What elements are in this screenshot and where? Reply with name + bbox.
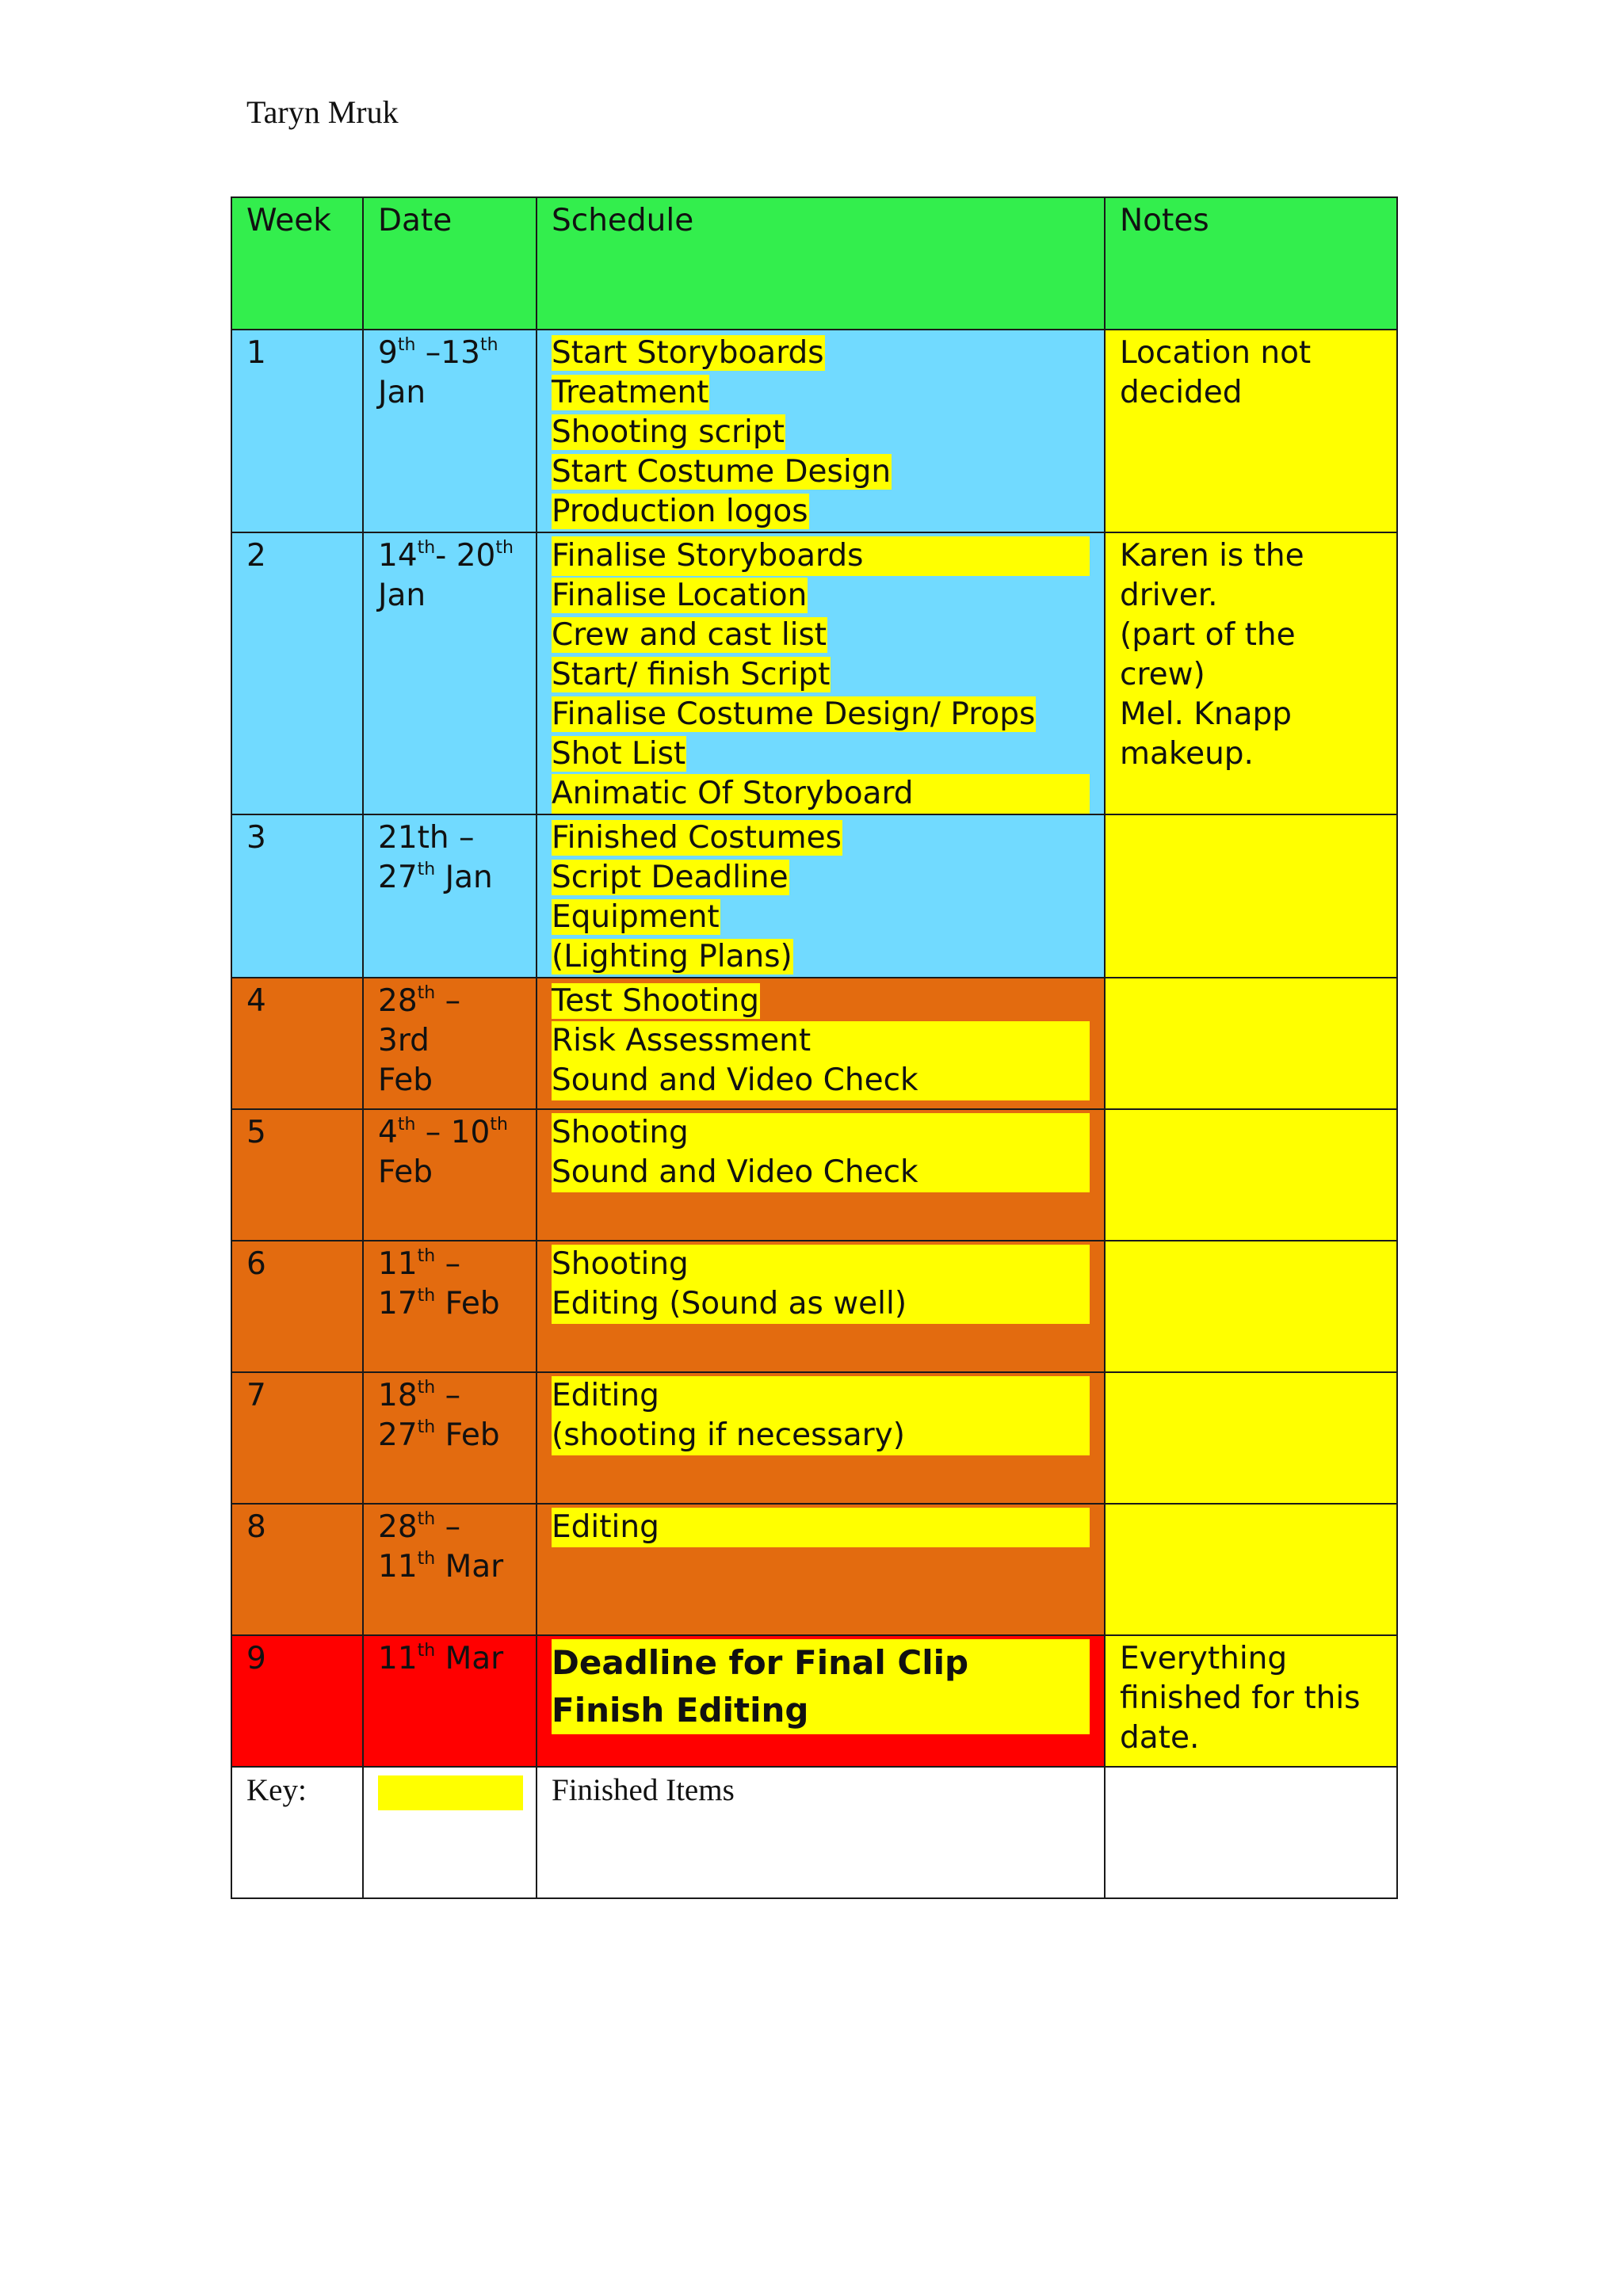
note-line: Everything [1120, 1641, 1288, 1676]
schedule-item: Shooting [552, 1113, 1090, 1153]
date-text: Mar [435, 1641, 504, 1676]
key-swatch-cell [363, 1767, 537, 1898]
date-sup: th [490, 1115, 508, 1135]
schedule-item: Finish Editing [552, 1687, 1090, 1734]
date-text: – [435, 1509, 461, 1545]
schedule-item: Shot List [552, 736, 686, 772]
date-text: Mar [435, 1549, 504, 1585]
date-sup: th [417, 538, 436, 558]
schedule-item: Sound and Video Check [552, 1061, 1090, 1100]
notes-cell [1105, 1109, 1397, 1241]
schedule-cell [537, 330, 1105, 532]
date-text: Feb [435, 1417, 500, 1453]
date-cell [363, 1109, 537, 1241]
table-row [231, 978, 1397, 1109]
week-cell: 9 [231, 1635, 363, 1767]
header-week: Week [231, 197, 363, 330]
schedule-item: Editing [552, 1508, 1090, 1547]
schedule-cell [537, 532, 1105, 814]
date-sup: th [417, 1641, 436, 1661]
schedule-item: Editing (Sound as well) [552, 1284, 1090, 1324]
table-row [231, 1241, 1397, 1372]
header-row [231, 197, 1397, 330]
date-text: – [435, 1378, 461, 1413]
date-text: 28 [378, 983, 418, 1019]
key-empty-cell [1105, 1767, 1397, 1898]
date-cell [363, 330, 537, 532]
schedule-item: Test Shooting [552, 983, 759, 1019]
date-sup: th [417, 1286, 436, 1306]
note-line: Location not [1120, 335, 1312, 371]
week-cell: 6 [231, 1241, 363, 1372]
date-text: 27 [378, 860, 418, 895]
notes-cell [1105, 814, 1397, 978]
date-text: – [435, 1246, 461, 1282]
schedule-item: Start/ finish Script [552, 657, 831, 692]
table-row [231, 1372, 1397, 1504]
schedule-cell [537, 1372, 1105, 1504]
date-sup: th [417, 1378, 436, 1398]
schedule-item: Finalise Location [552, 578, 808, 613]
table-row [231, 330, 1397, 532]
schedule-item: Animatic Of Storyboard [552, 774, 1090, 814]
schedule-item: (Lighting Plans) [552, 939, 792, 974]
notes-cell [1105, 978, 1397, 1109]
date-sup: th [479, 335, 498, 355]
date-text: – 3rd [378, 983, 461, 1058]
date-text: 28 [378, 1509, 418, 1545]
date-text: 18 [378, 1378, 418, 1413]
author-name: Taryn Mruk [246, 94, 399, 130]
week-cell: 2 [231, 532, 363, 814]
date-text: Feb [435, 1286, 500, 1322]
date-text: 9 [378, 335, 398, 371]
notes-cell [1105, 1372, 1397, 1504]
schedule-item: Production logos [552, 494, 808, 529]
date-text: - 20 [435, 538, 496, 574]
yellow-swatch [378, 1775, 523, 1810]
date-text: 27 [378, 1417, 418, 1453]
schedule-item: Finalise Storyboards [552, 536, 1090, 576]
schedule-item: Finalise Costume Design/ Props [552, 696, 1036, 732]
week-cell: 4 [231, 978, 363, 1109]
schedule-table [231, 196, 1398, 1899]
schedule-cell [537, 1635, 1105, 1767]
week-cell: 7 [231, 1372, 363, 1504]
note-line: decided [1120, 375, 1243, 410]
table-row [231, 814, 1397, 978]
schedule-item: (shooting if necessary) [552, 1416, 1090, 1455]
date-sup: th [397, 335, 416, 355]
note-line: date. [1120, 1720, 1200, 1756]
date-cell [363, 1372, 537, 1504]
schedule-item: Treatment [552, 375, 709, 410]
table-row [231, 1109, 1397, 1241]
header-notes: Notes [1105, 197, 1397, 330]
header-date: Date [363, 197, 537, 330]
date-cell [363, 1241, 537, 1372]
date-text: 11 [378, 1246, 418, 1282]
schedule-item: Shooting script [552, 414, 785, 450]
date-cell [363, 1504, 537, 1635]
notes-cell [1105, 532, 1397, 814]
date-text: 21th – [378, 820, 475, 856]
date-sup: th [417, 1509, 436, 1529]
header-schedule: Schedule [537, 197, 1105, 330]
date-text: 11 [378, 1549, 418, 1585]
note-line: Karen is the [1120, 538, 1304, 574]
key-label: Key: [231, 1767, 363, 1898]
note-line: (part of the crew) [1120, 617, 1296, 692]
date-text: Jan [378, 578, 426, 613]
date-text: 14 [378, 538, 418, 574]
date-text: –13 [415, 335, 480, 371]
week-cell: 3 [231, 814, 363, 978]
date-sup: th [397, 1115, 416, 1135]
date-text: 4 [378, 1115, 398, 1150]
schedule-item: Finished Costumes [552, 820, 842, 856]
notes-cell [1105, 1504, 1397, 1635]
schedule-cell [537, 1109, 1105, 1241]
week-cell: 1 [231, 330, 363, 532]
table-row [231, 1635, 1397, 1767]
notes-cell [1105, 1241, 1397, 1372]
schedule-cell [537, 814, 1105, 978]
schedule-item: Start Storyboards [552, 335, 824, 371]
key-meaning: Finished Items [537, 1767, 1105, 1898]
schedule-cell [537, 1504, 1105, 1635]
schedule-item: Equipment [552, 899, 720, 935]
table-row [231, 1504, 1397, 1635]
table-row [231, 532, 1397, 814]
week-cell: 8 [231, 1504, 363, 1635]
schedule-item: Sound and Video Check [552, 1153, 1090, 1192]
date-text: Jan [378, 375, 426, 410]
date-sup: th [417, 1417, 436, 1437]
schedule-cell [537, 978, 1105, 1109]
date-cell [363, 1635, 537, 1767]
date-sup: th [417, 983, 436, 1003]
date-sup: th [495, 538, 514, 558]
date-sup: th [417, 860, 436, 879]
schedule-item: Editing [552, 1376, 1090, 1416]
note-line: driver. [1120, 578, 1218, 613]
date-cell [363, 532, 537, 814]
date-sup: th [417, 1246, 436, 1266]
note-line: makeup. [1120, 736, 1254, 772]
date-text: Feb [378, 1154, 433, 1190]
date-text: Jan [435, 860, 493, 895]
schedule-item: Risk Assessment [552, 1021, 1090, 1061]
week-cell: 5 [231, 1109, 363, 1241]
note-line: Mel. Knapp [1120, 696, 1292, 732]
schedule-item: Shooting [552, 1245, 1090, 1284]
notes-cell [1105, 330, 1397, 532]
date-text: – 10 [415, 1115, 491, 1150]
note-line: finished for this [1120, 1680, 1361, 1716]
notes-cell [1105, 1635, 1397, 1767]
schedule-cell [537, 1241, 1105, 1372]
schedule-item: Deadline for Final Clip [552, 1639, 1090, 1687]
date-text: 17 [378, 1286, 418, 1322]
schedule-item: Start Costume Design [552, 454, 892, 490]
date-cell [363, 978, 537, 1109]
schedule-item: Crew and cast list [552, 617, 827, 653]
date-cell [363, 814, 537, 978]
date-text: Feb [378, 1062, 433, 1098]
key-row [231, 1767, 1397, 1898]
schedule-item: Script Deadline [552, 860, 789, 895]
date-text: 11 [378, 1641, 418, 1676]
date-sup: th [417, 1549, 436, 1569]
